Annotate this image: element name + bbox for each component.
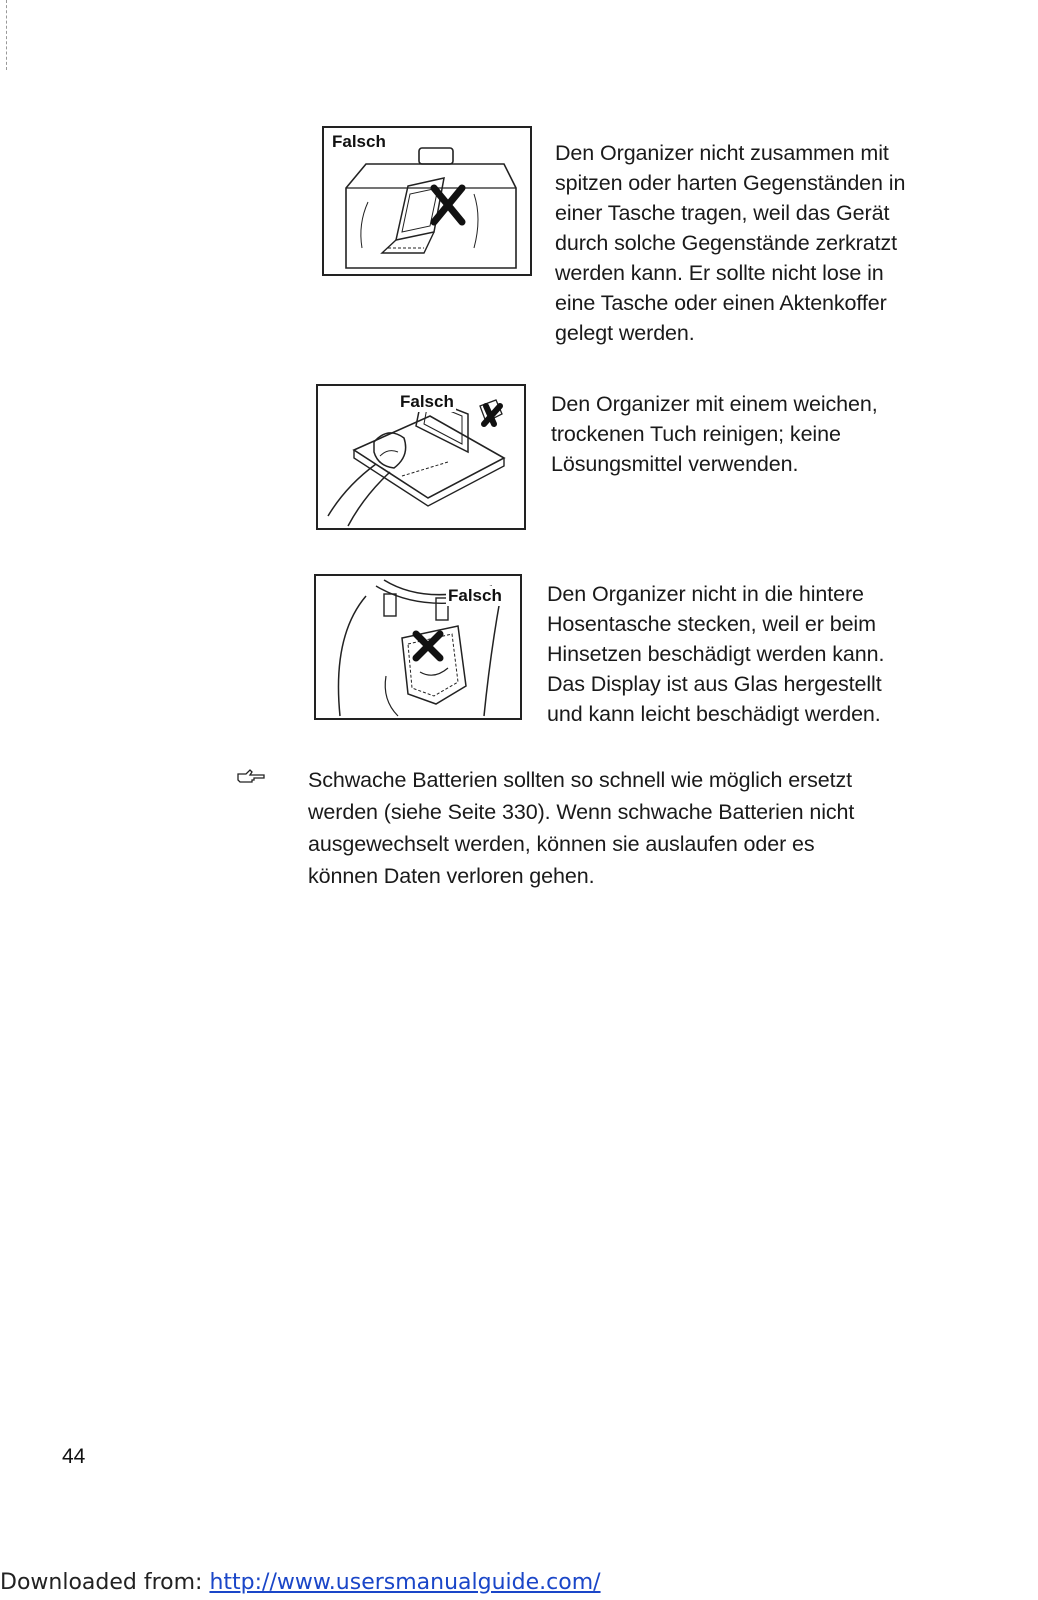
footer-prefix: Downloaded from: [0,1570,210,1595]
figure-label-falsch: Falsch [400,392,454,411]
paragraph-back-pocket: Den Organizer nicht in die hintere Hosentasche stecken, weil er beim Hinsetzen beschädigt werden kann. Das Display ist aus Glas hergestellt und kann leicht beschädigt werden. [547,582,885,726]
figure-label-falsch: Falsch [332,132,386,151]
page-number: 44 [62,1445,86,1468]
paragraph-briefcase: Den Organizer nicht zusammen mit spitzen oder harten Gegenständen in einer Tasche tragen, weil das Gerät durch solche Gegenstände zerkratzt werden kann. Er sollte nicht lose in eine Tasche oder einen Aktenkoffer gelegt werden. [555,141,906,345]
note-text: Schwache Batterien sollten so schnell wie möglich ersetzt werden (siehe Seite 330). Wenn schwache Batterien nicht ausgewechselt werden, können sie auslaufen oder es können Daten verloren gehen. [308,768,855,888]
figure-back-pocket [314,574,522,720]
paragraph-cleaning: Den Organizer mit einem weichen, trockenen Tuch reinigen; keine Lösungsmittel verwenden. [551,392,878,476]
figure-briefcase [322,126,532,276]
figure-label-falsch: Falsch [448,586,502,605]
figure-cleaning [316,384,526,530]
download-footer [0,1570,601,1595]
scan-edge-mark [6,0,7,70]
footer-link[interactable]: http://www.usersmanualguide.com/ [209,1570,601,1595]
pointing-hand-icon [236,768,266,786]
